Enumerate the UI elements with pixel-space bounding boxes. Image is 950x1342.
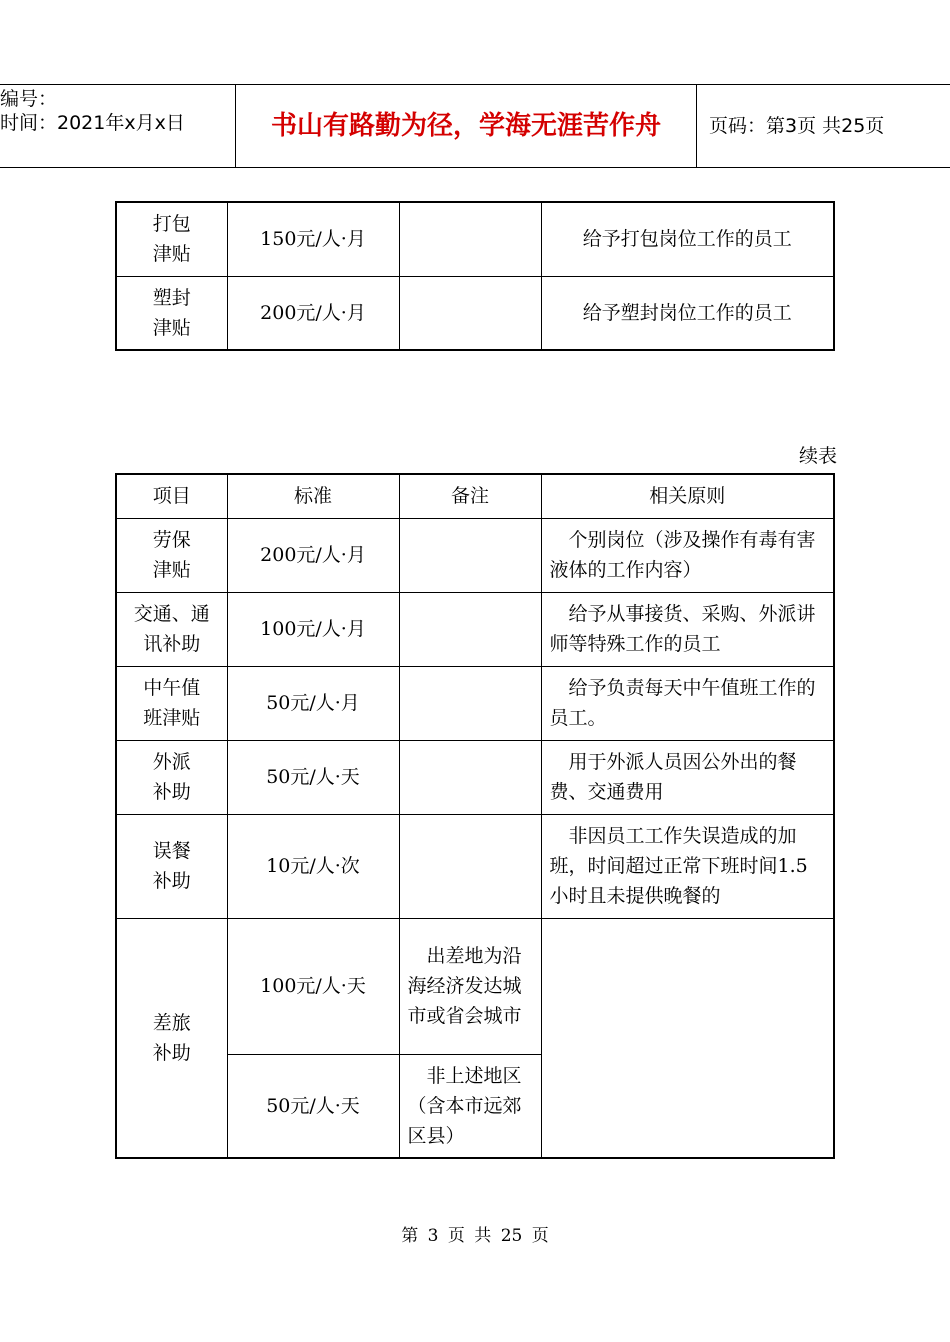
standard-cell: 100元/人·月 (227, 592, 399, 666)
principle-cell: 用于外派人员因公外出的餐费、交通费用 (541, 740, 834, 814)
principle-cell: 个别岗位（涉及操作有毒有害液体的工作内容） (541, 518, 834, 592)
header-motto: 书山有路勤为径，学海无涯苦作舟 (236, 85, 697, 167)
principle-cell: 非因员工工作失误造成的加班，时间超过正常下班时间1.5小时且未提供晚餐的 (541, 814, 834, 918)
code-label: 编号： (0, 88, 58, 110)
header-item: 项目 (116, 474, 227, 518)
principle-cell: 给予从事接货、采购、外派讲师等特殊工作的员工 (541, 592, 834, 666)
header-page-number: 页码：第3页 共25页 (709, 115, 885, 137)
header-principle: 相关原则 (541, 474, 834, 518)
item-cell: 外派补助 (116, 740, 227, 814)
continued-label: 续表 (798, 445, 837, 467)
header-standard: 标准 (227, 474, 399, 518)
table-row (116, 202, 834, 276)
standard-cell: 50元/人·天 (227, 740, 399, 814)
table-row (116, 276, 834, 350)
standard-cell: 10元/人·次 (227, 814, 399, 918)
page-footer: 第 3 页 共 25 页 (401, 1226, 549, 1246)
note-cell (399, 666, 541, 740)
principle-cell (541, 918, 834, 1158)
note-cell (399, 592, 541, 666)
time-label: 时间：2021年x月x日 (0, 112, 185, 134)
table-row (116, 918, 834, 1054)
item-cell: 交通、通讯补助 (116, 592, 227, 666)
note-cell: 出差地为沿海经济发达城市或省会城市 (399, 918, 541, 1054)
note-cell (399, 276, 541, 350)
item-cell: 打包津贴 (116, 202, 227, 276)
header-meta (0, 85, 236, 167)
note-cell (399, 202, 541, 276)
item-cell: 差旅补助 (116, 918, 227, 1158)
standard-cell: 50元/人·月 (227, 666, 399, 740)
table-row (116, 666, 834, 740)
principle-cell: 给予负责每天中午值班工作的员工。 (541, 666, 834, 740)
table-row (116, 740, 834, 814)
item-cell: 误餐补助 (116, 814, 227, 918)
principle-cell: 给予打包岗位工作的员工 (541, 202, 834, 276)
standard-cell: 50元/人·天 (227, 1054, 399, 1158)
page-header (0, 84, 950, 168)
table-header-row (116, 474, 834, 518)
standard-cell: 200元/人·月 (227, 518, 399, 592)
item-cell: 劳保津贴 (116, 518, 227, 592)
table-row (116, 518, 834, 592)
allowance-table-top (115, 201, 835, 351)
item-cell: 中午值班津贴 (116, 666, 227, 740)
standard-cell: 200元/人·月 (227, 276, 399, 350)
standard-cell: 100元/人·天 (227, 918, 399, 1054)
note-cell (399, 814, 541, 918)
note-cell (399, 518, 541, 592)
principle-cell: 给予塑封岗位工作的员工 (541, 276, 834, 350)
note-cell (399, 740, 541, 814)
header-note: 备注 (399, 474, 541, 518)
table-row (116, 592, 834, 666)
note-cell: 非上述地区（含本市远郊区县） (399, 1054, 541, 1158)
standard-cell: 150元/人·月 (227, 202, 399, 276)
item-cell: 塑封津贴 (116, 276, 227, 350)
table-row (116, 814, 834, 918)
allowance-table-continued (115, 473, 835, 1159)
